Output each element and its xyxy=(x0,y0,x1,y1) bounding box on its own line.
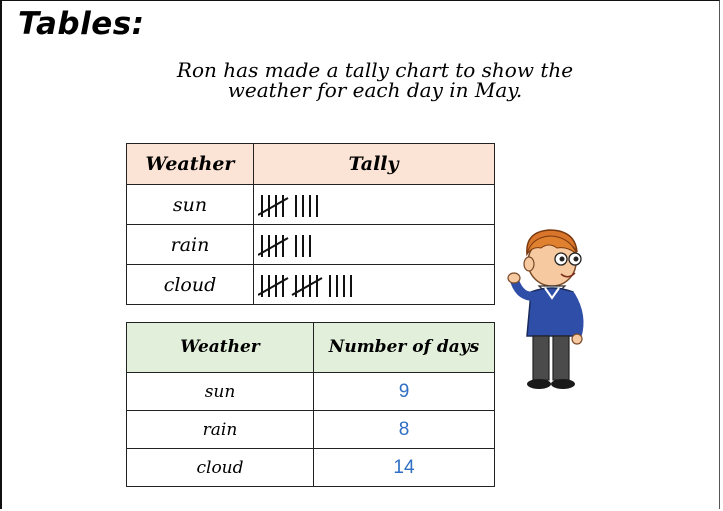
table-row xyxy=(127,411,495,449)
count-days-sun: 9 xyxy=(314,373,495,411)
table-row xyxy=(127,449,495,487)
table-row xyxy=(127,373,495,411)
count-table xyxy=(126,322,495,487)
count-weather-sun: sun xyxy=(127,373,314,411)
tally-marks-cloud xyxy=(258,270,488,300)
tally-header-tally: Tally xyxy=(254,144,495,185)
count-header-days: Number of days xyxy=(314,323,495,373)
tally-header-weather: Weather xyxy=(127,144,254,185)
tally-weather-rain: rain xyxy=(127,225,254,265)
table-row xyxy=(127,225,495,265)
tally-marks-rain xyxy=(258,230,488,260)
page-title: Tables: xyxy=(18,6,145,42)
cartoon-boy-illustration xyxy=(505,224,597,396)
tally-marks-sun xyxy=(258,190,488,220)
tally-weather-cloud: cloud xyxy=(127,265,254,305)
count-weather-cloud: cloud xyxy=(127,449,314,487)
count-table-header xyxy=(127,323,495,373)
tally-table-header xyxy=(127,144,495,185)
tally-table xyxy=(126,143,495,305)
table-row xyxy=(127,185,495,225)
count-weather-rain: rain xyxy=(127,411,314,449)
count-header-weather: Weather xyxy=(127,323,314,373)
table-row xyxy=(127,265,495,305)
intro-text: Ron has made a tally chart to show the weather for each day in May. xyxy=(176,58,574,102)
count-days-cloud: 14 xyxy=(314,449,495,487)
count-days-rain: 8 xyxy=(314,411,495,449)
tally-weather-sun: sun xyxy=(127,185,254,225)
